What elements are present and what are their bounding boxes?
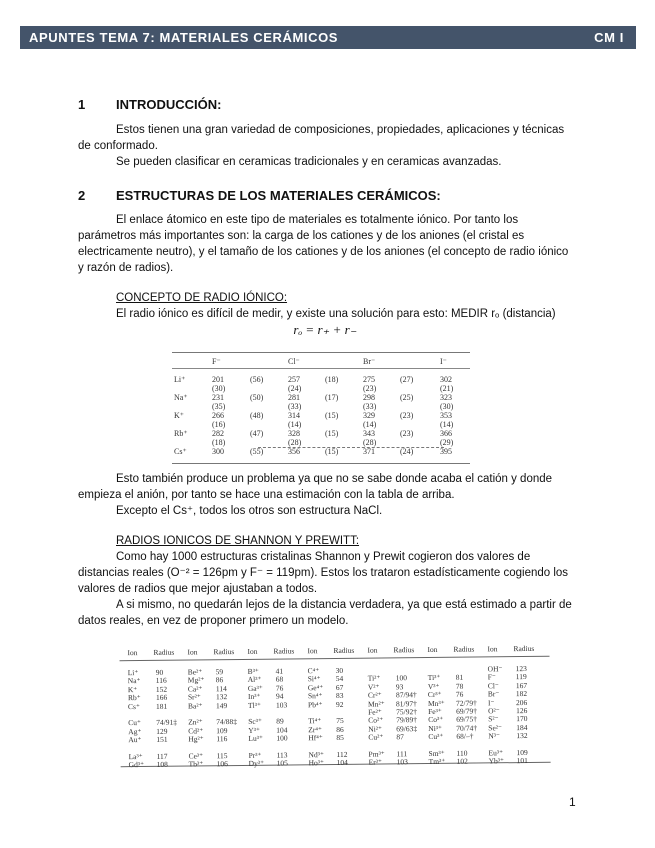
- difference-value: (14): [363, 420, 377, 429]
- ion-radius: 152: [155, 684, 168, 694]
- difference-value: (23): [400, 429, 414, 438]
- difference-value: (25): [400, 393, 414, 402]
- ion-radius: 109: [516, 747, 528, 757]
- ion-symbol: K⁺: [127, 684, 138, 694]
- distance-value: 366: [440, 429, 452, 438]
- ion-radius: 108: [156, 759, 168, 769]
- distance-value: 343: [363, 429, 375, 438]
- difference-value: (14): [288, 420, 302, 429]
- ion-radius: 129: [156, 726, 168, 736]
- ion-symbol: Fe²⁺: [368, 707, 382, 717]
- ion-radius: 41: [275, 666, 284, 676]
- ion-symbol: Cs⁺: [127, 701, 140, 711]
- paragraph: A si mismo, no quedarán lejos de la distancia verdadera, ya que está estimado a partir de datos reales, en vez de proponer primero un modelo.: [78, 599, 572, 627]
- distance-value: 300: [212, 447, 224, 456]
- difference-value: (33): [363, 402, 377, 411]
- ion-symbol: Br⁻: [487, 689, 500, 699]
- ion-symbol: Cu²⁺: [368, 732, 384, 742]
- ion-radius: 68/–†: [456, 731, 474, 741]
- ion-radius: 68: [275, 674, 284, 685]
- ion-symbol: Y³⁺: [248, 725, 260, 735]
- ion-symbol: Zr⁴⁺: [308, 724, 322, 735]
- ion-symbol: Pb⁴⁺: [307, 699, 323, 709]
- distance-value: 371: [363, 447, 375, 456]
- ion-radius: 69/75†: [456, 714, 478, 725]
- section-estructuras: [78, 188, 572, 338]
- ion-symbol: Hf⁴⁺: [308, 733, 323, 743]
- ion-symbol: In³⁺: [247, 691, 261, 702]
- difference-value: (18): [212, 438, 226, 447]
- column-header-radius: Radius: [273, 646, 295, 656]
- ion-symbol: La³⁺: [128, 751, 143, 761]
- column-header-radius: Radius: [393, 645, 415, 655]
- ion-symbol: Cr²⁺: [367, 690, 382, 700]
- difference-value: (23): [400, 411, 414, 420]
- ionic-distance-table: [172, 352, 470, 464]
- ion-symbol: Fe³⁺: [428, 706, 442, 717]
- ion-radius: 206: [515, 697, 528, 707]
- ion-radius: 74/88‡: [216, 717, 238, 727]
- ion-symbol: Be²⁺: [187, 667, 203, 677]
- ion-radius: 112: [336, 749, 348, 759]
- ion-radius: 100: [395, 673, 408, 683]
- page-number: 1: [569, 795, 576, 809]
- distance-value: 257: [288, 375, 300, 384]
- ion-radius: 123: [515, 663, 527, 674]
- ion-symbol: Mg²⁺: [187, 675, 205, 685]
- column-header-ion: Ion: [427, 644, 438, 655]
- difference-value: (48): [250, 411, 264, 420]
- cation-label: Cs⁺: [174, 447, 187, 456]
- section-title: INTRODUCCIÓN:: [116, 97, 222, 112]
- distance-value: 356: [288, 447, 300, 456]
- section-heading: [78, 188, 572, 204]
- distance-value: 282: [212, 429, 224, 438]
- ion-radius: 89: [276, 716, 284, 727]
- section-introduccion: [78, 97, 572, 170]
- ion-radius: 119: [515, 672, 527, 682]
- ion-symbol: Cr³⁺: [427, 690, 442, 700]
- header-title: APUNTES TEMA 7: MATERIALES CERÁMICOS: [29, 30, 339, 45]
- ion-symbol: Ti²⁺: [367, 673, 381, 684]
- ion-radius: 67: [335, 682, 344, 692]
- ion-radius: 170: [516, 714, 528, 724]
- ion-radius: 116: [155, 676, 167, 686]
- formula: rₒ = r₊ + r₋: [293, 322, 357, 337]
- ion-symbol: Ho³⁺: [308, 758, 325, 768]
- difference-value: (24): [288, 384, 302, 393]
- ion-symbol: Na⁺: [127, 676, 141, 686]
- distance-value: 298: [363, 393, 375, 402]
- ion-radius: 102: [456, 756, 468, 766]
- column-header-ion: Ion: [307, 646, 318, 656]
- difference-value: (15): [325, 447, 339, 456]
- paragraph: Estos tienen una gran variedad de composiciones, propiedades, aplicaciones y técnicas de conformado.: [78, 124, 565, 152]
- ion-symbol: Ga³⁺: [247, 683, 263, 693]
- ion-radius: 126: [516, 705, 528, 716]
- subheading-radio-ionico: CONCEPTO DE RADIO IÓNICO:: [116, 292, 288, 304]
- ion-radius: 87: [396, 732, 404, 742]
- distance-value: 395: [440, 447, 452, 456]
- ion-symbol: Rb⁺: [127, 693, 141, 703]
- ion-symbol: Zn²⁺: [188, 717, 203, 727]
- ion-symbol: Ce³⁺: [188, 750, 204, 761]
- ion-radius: 94: [275, 691, 284, 701]
- difference-value: (15): [325, 429, 339, 438]
- ion-radius: 70/74†: [456, 723, 478, 733]
- ion-radius: 85: [336, 733, 344, 743]
- distance-value: 275: [363, 375, 375, 384]
- shannon-radii-table: [119, 640, 550, 770]
- ion-radius: 90: [155, 667, 164, 677]
- anion-header: F⁻: [212, 357, 221, 366]
- cation-label: K⁺: [174, 411, 184, 420]
- column-header-radius: Radius: [333, 645, 355, 656]
- ion-symbol: Cd²⁺: [188, 726, 204, 736]
- ion-radius: 182: [515, 689, 528, 699]
- distance-value: 201: [212, 375, 224, 384]
- ion-radius: 69/79†: [456, 706, 477, 716]
- ion-radius: 72/79†: [455, 698, 477, 708]
- ion-symbol: Al³⁺: [247, 675, 262, 685]
- difference-value: (21): [440, 384, 454, 393]
- ion-radius: 69/63‡: [396, 723, 418, 734]
- paragraph: Esto también produce un problema ya que no se sabe donde acaba el catión y donde empieza el anión, por tanto se hace una estimación con la tabla de arriba.: [78, 473, 553, 501]
- section-title: ESTRUCTURAS DE LOS MATERIALES CERÁMICOS:: [116, 188, 441, 203]
- ion-symbol: Co²⁺: [368, 715, 384, 726]
- column-header-ion: Ion: [367, 645, 378, 655]
- ion-symbol: F⁻: [487, 672, 496, 682]
- paragraph: El enlace átomico en este tipo de materiales es totalmente iónico. Por tanto los parámetros más importantes son: la carga de los cationes y de los aniones (el cristal es electricamente neutro), y el tamaño de los cationes y de los aniones (el concepto de radio iónico y razón de radios).: [78, 214, 569, 274]
- ion-radius: 93: [395, 682, 404, 692]
- ion-symbol: C⁴⁺: [307, 666, 320, 676]
- ion-symbol: Ba²⁺: [187, 700, 203, 711]
- ion-symbol: I⁻: [487, 697, 495, 707]
- ion-symbol: Eu³⁺: [488, 747, 504, 757]
- paragraph: Se pueden clasificar en ceramicas tradicionales y en ceramicas avanzadas.: [116, 156, 502, 168]
- ion-radius: 110: [456, 748, 468, 758]
- ion-radius: 101: [516, 755, 528, 766]
- section-number: 1: [78, 97, 86, 112]
- ion-symbol: Tl³⁺: [247, 700, 261, 710]
- difference-value: (16): [212, 420, 226, 429]
- ion-symbol: Cu³⁺: [428, 732, 444, 742]
- difference-value: (35): [212, 402, 226, 411]
- ion-symbol: Lu³⁺: [248, 733, 263, 744]
- header-course: CM I: [594, 30, 624, 45]
- ion-symbol: Ca²⁺: [187, 684, 203, 694]
- difference-value: (28): [363, 438, 377, 447]
- ion-radius: 151: [156, 734, 168, 745]
- ion-symbol: Pr³⁺: [248, 750, 262, 760]
- page-header: [20, 26, 636, 49]
- ion-symbol: Cu⁺: [128, 718, 141, 728]
- ion-radius: 132: [215, 692, 228, 702]
- ion-radius: 54: [335, 674, 344, 684]
- ion-symbol: S²⁻: [488, 714, 499, 724]
- ion-symbol: Tb³⁺: [188, 759, 204, 769]
- ion-symbol: Co³⁺: [428, 715, 444, 725]
- ion-symbol: Cl⁻: [487, 681, 499, 691]
- distance-value: 266: [212, 411, 224, 420]
- difference-value: (55): [250, 447, 264, 456]
- anion-header: Br⁻: [363, 357, 376, 366]
- difference-value: (33): [288, 402, 302, 411]
- ion-symbol: Si⁴⁺: [307, 674, 321, 684]
- ion-radius: 111: [396, 748, 408, 758]
- ion-radius: 92: [335, 699, 344, 709]
- anion-header: Cl⁻: [288, 357, 300, 366]
- distance-value: 314: [288, 411, 300, 420]
- difference-value: (30): [440, 402, 454, 411]
- section-after-table: [78, 471, 572, 629]
- ion-symbol: Ge⁴⁺: [307, 682, 324, 693]
- ion-radius: 132: [516, 731, 528, 741]
- distance-value: 323: [440, 393, 452, 402]
- anion-header: I⁻: [440, 357, 447, 366]
- ion-radius: 104: [336, 757, 348, 767]
- ion-symbol: Ni²⁺: [368, 724, 383, 734]
- difference-value: (29): [440, 438, 454, 447]
- ion-radius: 100: [276, 733, 288, 743]
- difference-value: (56): [250, 375, 264, 384]
- ion-symbol: O²⁻: [488, 706, 500, 716]
- ion-radius: 181: [155, 701, 168, 711]
- ion-radius: 75: [336, 716, 344, 726]
- ion-radius: 81: [455, 673, 464, 683]
- distance-value: 329: [363, 411, 375, 420]
- column-header-radius: Radius: [213, 647, 235, 657]
- ion-radius: 87/94†: [395, 690, 417, 700]
- difference-value: (47): [250, 429, 264, 438]
- ion-symbol: V²⁺: [367, 682, 380, 692]
- column-header-radius: Radius: [153, 647, 175, 657]
- difference-value: (28): [288, 438, 302, 447]
- ion-symbol: Au⁺: [128, 735, 142, 745]
- difference-value: (15): [325, 411, 339, 420]
- difference-value: (14): [440, 420, 454, 429]
- difference-value: (50): [250, 393, 264, 402]
- ion-radius: 86: [336, 724, 344, 734]
- ion-radius: 149: [215, 700, 228, 710]
- ion-symbol: Tm³⁺: [428, 756, 446, 767]
- ion-radius: 113: [276, 750, 288, 760]
- column-header-ion: Ion: [247, 646, 258, 656]
- ion-symbol: Sr²⁺: [187, 692, 201, 702]
- ion-symbol: V³⁺: [427, 681, 440, 691]
- ion-radius: 115: [216, 750, 228, 760]
- ion-symbol: Sm³⁺: [428, 748, 445, 758]
- ion-radius: 103: [396, 757, 408, 767]
- ion-symbol: Li⁺: [127, 668, 139, 678]
- ion-symbol: Yb³⁺: [488, 756, 505, 766]
- distance-value: 281: [288, 393, 300, 402]
- column-header-radius: Radius: [513, 643, 535, 654]
- ion-radius: 184: [516, 722, 528, 732]
- section-heading: [78, 97, 572, 113]
- distance-value: 302: [440, 375, 452, 384]
- ion-symbol: N³⁻: [488, 731, 501, 741]
- ion-radius: 75/92†: [396, 707, 417, 717]
- ion-radius: 81/97†: [395, 698, 417, 708]
- paragraph: Como hay 1000 estructuras cristalinas Shannon y Prewit cogieron dos valores de distancias reales (O⁻² = 126pm y F⁻ = 119pm). Estos los trataron estadísticamente cogiendo los valores de radios que mejor ajustaban a todos.: [78, 551, 569, 595]
- column-header-ion: Ion: [187, 647, 198, 657]
- cation-label: Li⁺: [174, 375, 186, 384]
- ion-symbol: Gd³⁺: [128, 760, 145, 770]
- ion-radius: 78: [455, 681, 464, 691]
- subheading-shannon: RADIOS IONICOS DE SHANNON Y PREWITT:: [116, 535, 360, 547]
- difference-value: (24): [400, 447, 414, 456]
- ion-radius: 104: [276, 725, 288, 735]
- paragraph: El radio iónico es difícil de medir, y existe una solución para esto: MEDIR rₒ (distancia): [116, 308, 556, 320]
- distance-value: 353: [440, 411, 452, 420]
- ion-symbol: Pm³⁺: [368, 749, 385, 759]
- ion-symbol: Ni³⁺: [428, 723, 443, 733]
- ion-radius: 79/89†: [396, 715, 418, 725]
- ion-radius: 117: [156, 751, 168, 761]
- distance-value: 328: [288, 429, 300, 438]
- ion-radius: 74/91‡: [156, 718, 178, 728]
- cation-label: Rb⁺: [174, 429, 188, 438]
- ion-symbol: Ag⁺: [128, 726, 142, 736]
- difference-value: (30): [212, 384, 226, 393]
- ion-symbol: Er³⁺: [368, 757, 382, 767]
- ion-radius: 76: [455, 689, 464, 699]
- ion-symbol: Mn²⁺: [367, 699, 385, 709]
- difference-value: (27): [400, 375, 414, 384]
- ion-symbol: Nd³⁺: [308, 749, 324, 759]
- ion-symbol: Se²⁻: [488, 723, 503, 733]
- ion-radius: 83: [335, 691, 344, 701]
- column-header-ion: Ion: [487, 644, 498, 654]
- ion-symbol: Dy³⁺: [248, 758, 265, 768]
- ion-symbol: Mn³⁺: [427, 698, 445, 708]
- dashed-divider: [258, 447, 444, 448]
- ion-radius: 166: [155, 692, 168, 703]
- ion-radius: 86: [215, 675, 224, 685]
- ion-symbol: Hg²⁺: [188, 734, 204, 744]
- ion-radius: 103: [275, 700, 288, 710]
- difference-value: (17): [325, 393, 339, 402]
- ion-radius: 106: [216, 759, 228, 769]
- ion-radius: 167: [515, 680, 528, 690]
- difference-value: (23): [363, 384, 377, 393]
- ion-radius: 114: [215, 683, 227, 694]
- paragraph: Excepto el Cs⁺, todos los otros son estructura NaCl.: [116, 505, 383, 517]
- ion-radius: 105: [276, 758, 288, 768]
- section-number: 2: [78, 188, 86, 203]
- ion-radius: 116: [216, 734, 228, 744]
- ion-radius: 76: [275, 683, 284, 693]
- ion-symbol: OH⁻: [487, 664, 503, 674]
- ion-radius: 109: [216, 725, 228, 736]
- ion-symbol: B³⁺: [247, 666, 259, 676]
- ion-symbol: Ti⁴⁺: [308, 716, 322, 726]
- ion-radius: 30: [335, 665, 344, 675]
- column-header-ion: Ion: [127, 648, 138, 658]
- ion-symbol: Sc³⁺: [248, 717, 262, 727]
- distance-value: 231: [212, 393, 224, 402]
- ion-radius: 59: [215, 667, 224, 677]
- cation-label: Na⁺: [174, 393, 188, 402]
- column-header-radius: Radius: [453, 644, 475, 654]
- ion-symbol: Sn⁴⁺: [307, 691, 323, 701]
- difference-value: (18): [325, 375, 339, 384]
- ion-symbol: Ti³⁺: [427, 673, 441, 683]
